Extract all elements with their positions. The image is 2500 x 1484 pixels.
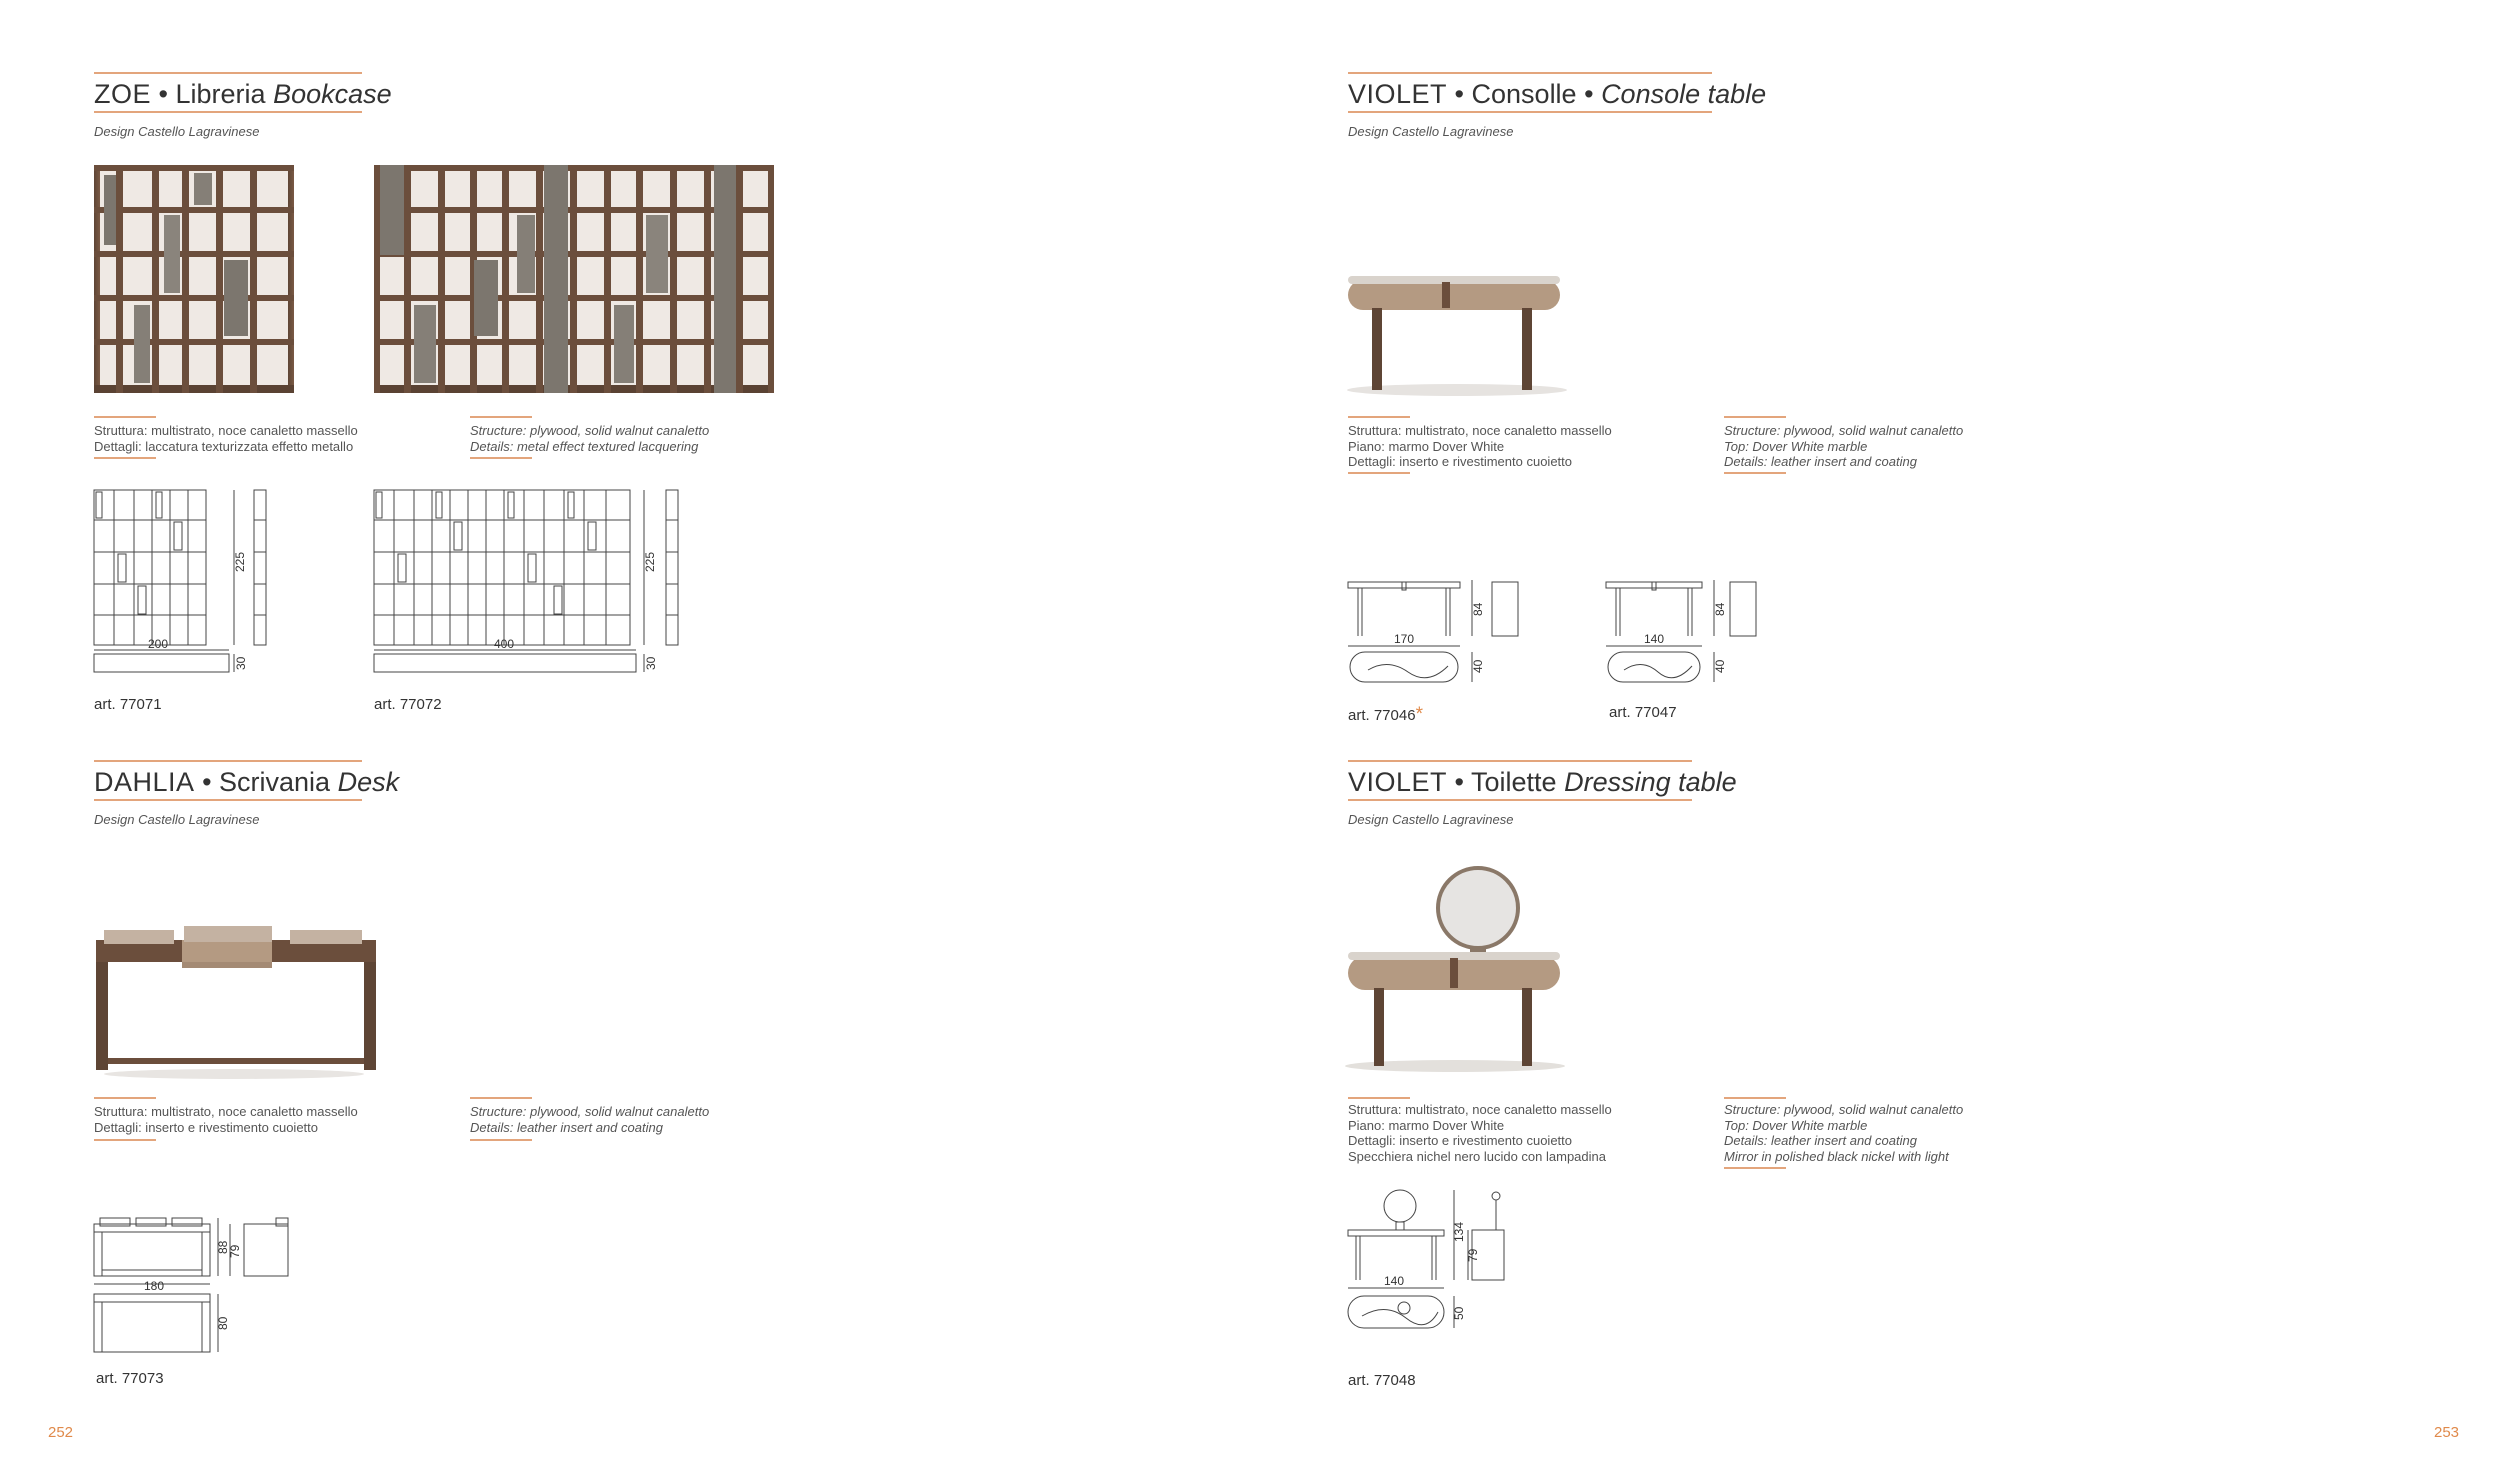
spec-rule [1348, 416, 1410, 418]
violet-toilette-title: VIOLET • Toilette Dressing table [1348, 767, 1737, 797]
console-drawing-140 [1606, 580, 1786, 690]
spec-rule [470, 1139, 532, 1141]
title-rule-bottom [1348, 111, 1712, 113]
dim-width: 140 [1384, 1274, 1405, 1288]
article-number: art. 77047 [1609, 704, 1677, 721]
spec-rule [470, 457, 532, 459]
dressing-table-drawing [1346, 1188, 1516, 1338]
article-number: art. 77071 [94, 696, 162, 713]
spec-english: Structure: plywood, solid walnut canaletto Details: metal effect textured lacquering [470, 423, 710, 454]
title-rule-bottom [94, 111, 362, 113]
dim-depth: 30 [644, 656, 658, 670]
dim-height: 225 [233, 551, 247, 572]
product-name: ZOE [94, 79, 152, 109]
spec-italian: Struttura: multistrato, noce canaletto massello Piano: marmo Dover White Dettagli: inserto e rivestimento cuoietto [1348, 423, 1612, 469]
spec-rule [1724, 472, 1786, 474]
spec-rule [470, 1097, 532, 1099]
spec-rule [1724, 1097, 1786, 1099]
designer-credit: Design Castello Lagravinese [1348, 124, 1514, 139]
title-rule-bottom [1348, 799, 1692, 801]
spec-english: Structure: plywood, solid walnut canaletto Top: Dover White marble Details: leather insert and coating [1724, 423, 1964, 469]
bookcase-drawing-200 [94, 490, 284, 680]
dim-depth: 50 [1452, 1306, 1466, 1320]
page-number-right: 253 [2434, 1424, 2460, 1441]
desk-photo [92, 922, 382, 1082]
product-name: DAHLIA [94, 767, 195, 797]
article-number: art. 77048 [1348, 1372, 1416, 1389]
article-number: art. 77072 [374, 696, 442, 713]
title-rule-top [1348, 72, 1712, 74]
dim-width: 140 [1644, 632, 1665, 646]
dahlia-title: DAHLIA • Scrivania Desk [94, 767, 400, 797]
zoe-title: ZOE • Libreria Bookcase [94, 79, 392, 109]
violet-console-title: VIOLET • Consolle • Console table [1348, 79, 1767, 109]
designer-credit: Design Castello Lagravinese [94, 812, 260, 827]
dim-height: 84 [1471, 602, 1485, 616]
spec-italian: Struttura: multistrato, noce canaletto massello Piano: marmo Dover White Dettagli: inserto e rivestimento cuoietto Specchiera nichel nero lucido con lampadina [1348, 1102, 1612, 1164]
article-number: art. 77046* [1348, 704, 1423, 725]
spec-rule [1348, 1097, 1410, 1099]
spec-rule [94, 1139, 156, 1141]
dim-height: 84 [1713, 602, 1727, 616]
title-rule-top [94, 72, 362, 74]
dressing-table-photo [1330, 862, 1580, 1082]
bookcase-photo-200 [94, 165, 294, 393]
spec-rule [1724, 1167, 1786, 1169]
spec-rule [470, 416, 532, 418]
product-name: VIOLET [1348, 79, 1448, 109]
bookcase-drawing-400 [374, 490, 704, 680]
dim-depth: 40 [1471, 659, 1485, 673]
dim-height-desk: 79 [228, 1244, 242, 1258]
dim-width: 400 [494, 637, 515, 651]
dim-width: 180 [144, 1279, 165, 1293]
page-number-left: 252 [48, 1424, 74, 1441]
title-rule-top [1348, 760, 1692, 762]
bookcase-photo-400 [374, 165, 774, 393]
designer-credit: Design Castello Lagravinese [94, 124, 260, 139]
spec-english: Structure: plywood, solid walnut canaletto Top: Dover White marble Details: leather insert and coating Mirror in polished black nickel with light [1724, 1102, 1964, 1164]
dim-height-top: 88 [216, 1240, 230, 1254]
star-icon: * [1415, 704, 1423, 725]
spec-rule [1724, 416, 1786, 418]
title-rule-bottom [94, 799, 362, 801]
dim-depth: 80 [216, 1316, 230, 1330]
spec-rule [1348, 472, 1410, 474]
product-name: VIOLET [1348, 767, 1448, 797]
dim-height: 225 [643, 551, 657, 572]
spec-rule [94, 1097, 156, 1099]
spec-italian: Struttura: multistrato, noce canaletto massello Dettagli: inserto e rivestimento cuoietto [94, 1104, 358, 1135]
dim-width: 200 [148, 637, 169, 651]
desk-drawing [94, 1218, 314, 1368]
console-drawing-170 [1348, 580, 1528, 690]
designer-credit: Design Castello Lagravinese [1348, 812, 1514, 827]
dim-depth: 40 [1713, 659, 1727, 673]
title-rule-top [94, 760, 362, 762]
spec-english: Structure: plywood, solid walnut canaletto Details: leather insert and coating [470, 1104, 710, 1135]
dim-height-table: 79 [1466, 1248, 1480, 1262]
article-number: art. 77073 [96, 1370, 164, 1387]
dim-depth: 30 [234, 656, 248, 670]
spec-rule [94, 416, 156, 418]
spec-italian: Struttura: multistrato, noce canaletto massello Dettagli: laccatura texturizzata effetto metallo [94, 423, 358, 454]
console-photo [1332, 272, 1582, 402]
dim-height-mirror: 134 [1452, 1221, 1466, 1242]
spec-rule [94, 457, 156, 459]
dim-width: 170 [1394, 632, 1415, 646]
